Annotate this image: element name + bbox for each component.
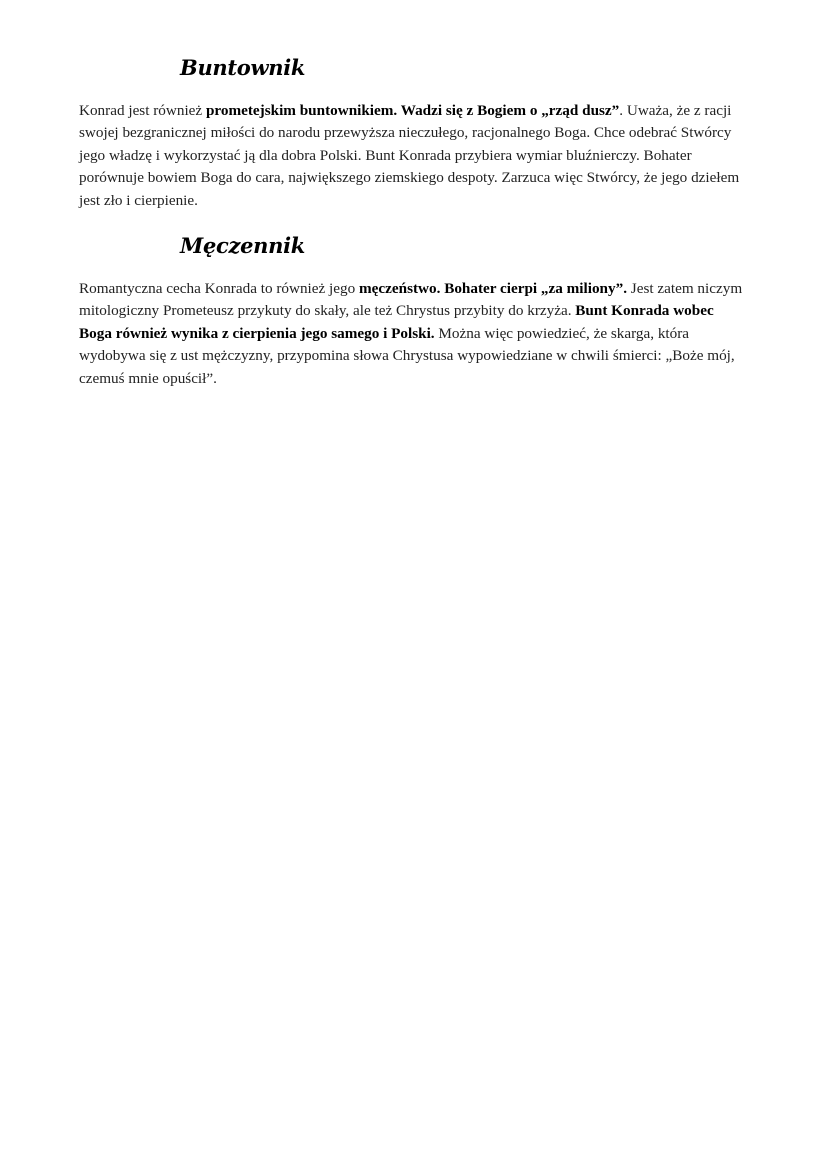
text-run: Można więc powiedzieć, że skarga, która wydobywa się z ust mężczyzny, przypomina słowa Chrystusa wypowiedziane w chwili śmierci: „Boże mój, czemuś mnie opuścił”. xyxy=(79,324,735,387)
text-run: Konrad jest również xyxy=(79,102,206,119)
text-run-bold: męczeństwo. Bohater cierpi „za miliony”. xyxy=(359,280,627,297)
section-buntownik xyxy=(79,52,749,212)
section-meczennik xyxy=(79,230,749,390)
section-heading: Męczennik xyxy=(180,233,306,258)
section-paragraph xyxy=(79,100,749,212)
text-run-bold: Bunt Konrada wobec Boga również wynika z cierpienia jego samego i Polski. xyxy=(79,302,714,342)
text-run: . Uważa, że z racji swojej bezgranicznej miłości do narodu przewyższa nieczułego, racjonalnego Boga. Chce odebrać Stwórcy jego władzę i wykorzystać ją dla dobra Polski. Bunt Konrada przybiera wymiar bluźnierczy. Bohater porównuje bowiem Boga do cara, największego ziemskiego despoty. Zarzuca więc Stwórcy, że jego dziełem jest zło i cierpienie. xyxy=(79,102,740,209)
section-heading: Buntownik xyxy=(180,55,306,80)
text-run: Romantyczna cecha Konrada to również jego xyxy=(79,280,360,297)
section-paragraph xyxy=(79,278,749,390)
text-run-bold: prometejskim buntownikiem. Wadzi się z Bogiem o „rząd dusz” xyxy=(205,102,620,119)
text-run: Jest zatem niczym mitologiczny Prometeusz przykuty do skały, ale też Chrystus przybity do krzyża. xyxy=(79,280,743,320)
